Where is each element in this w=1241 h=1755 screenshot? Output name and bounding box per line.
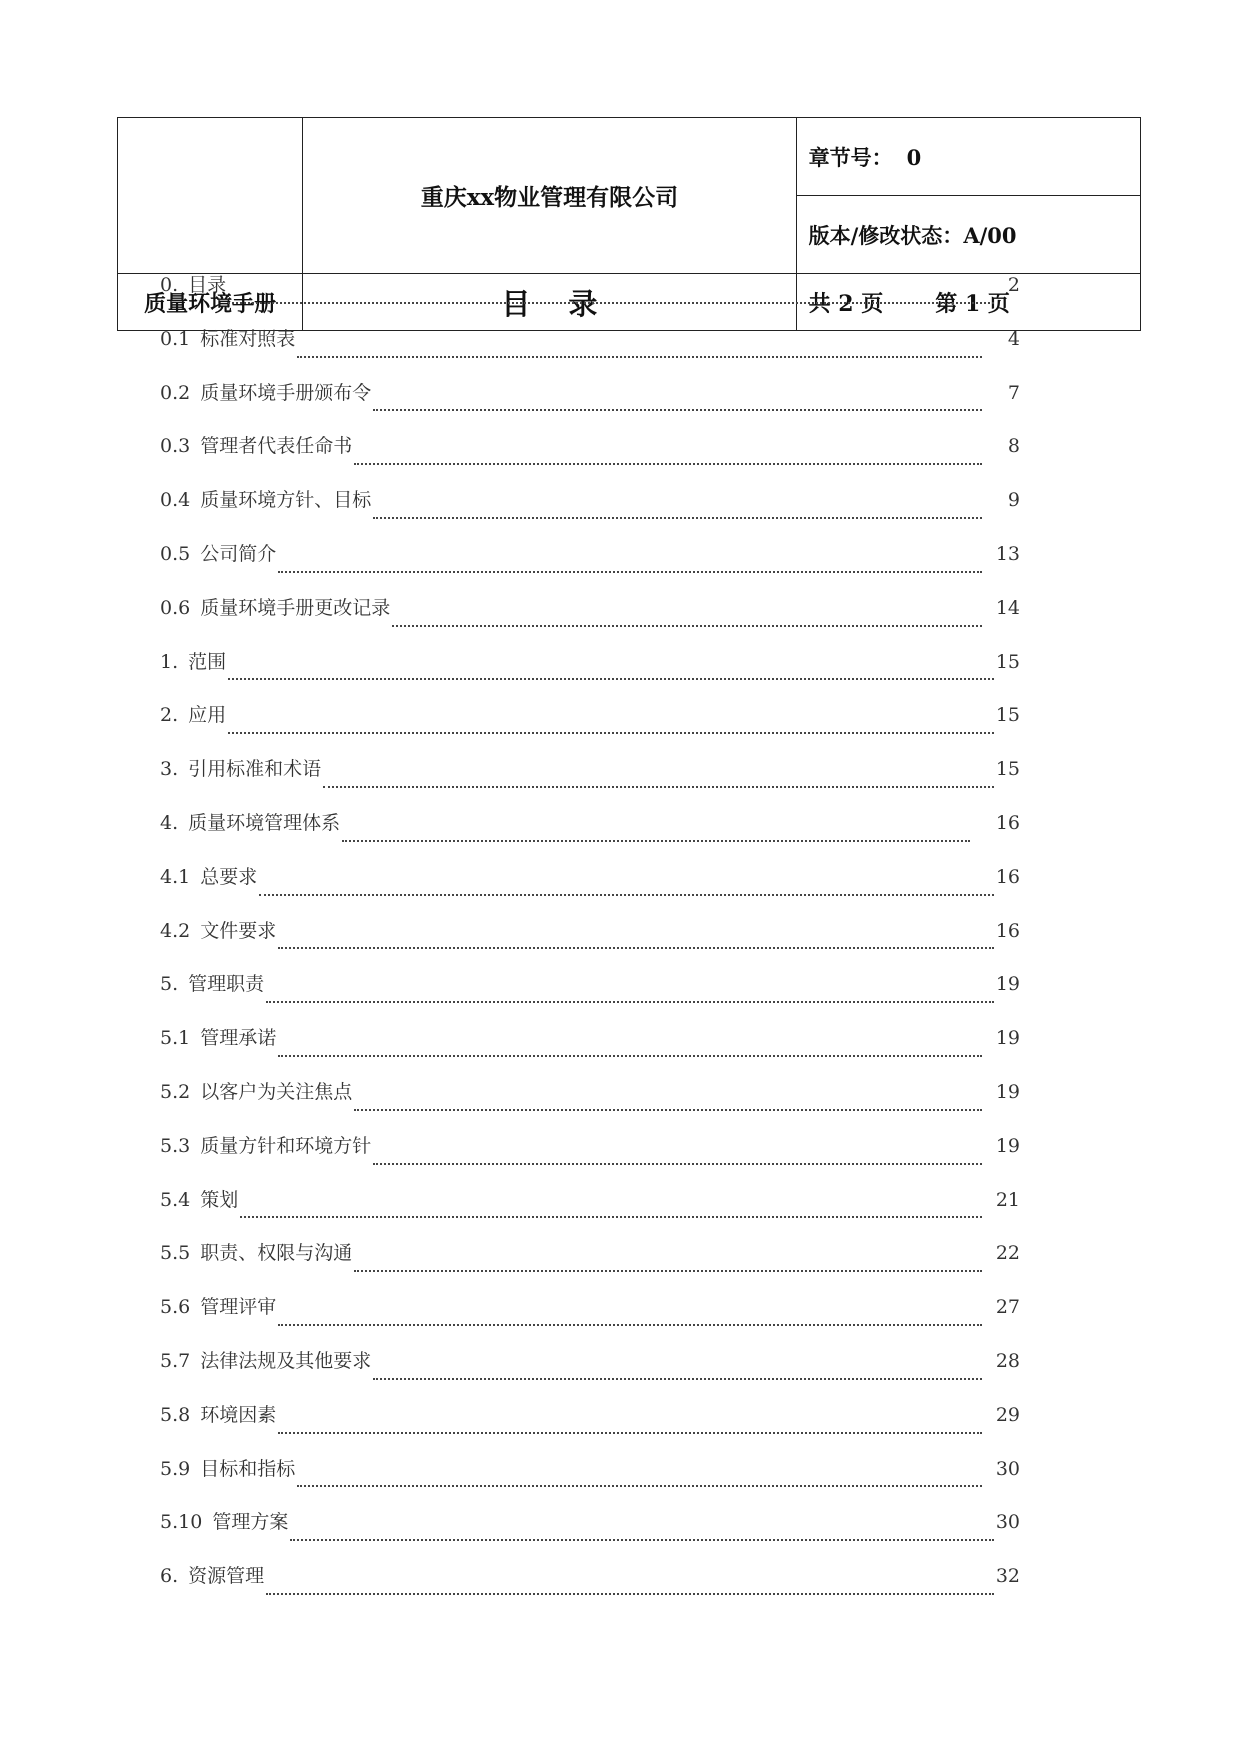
toc-entry-title: 职责、权限与沟通 (200, 1242, 353, 1265)
toc-leader-dots (297, 356, 982, 358)
toc-entry-page: 13 (995, 542, 1020, 565)
toc-entry-title: 管理承诺 (200, 1027, 277, 1050)
toc-leader-dots (342, 840, 970, 842)
toc-leader-dots (228, 302, 994, 304)
toc-entry-page: 15 (995, 758, 1020, 781)
toc-entry-title: 引用标准和术语 (188, 758, 322, 781)
toc-entry-page: 27 (995, 1296, 1020, 1319)
toc-heading-left: 目 (501, 286, 531, 321)
toc-entry-number: 0.6 (160, 596, 191, 619)
toc-entry-title: 文件要求 (200, 919, 277, 942)
toc-entry[interactable] (160, 1346, 1020, 1400)
total-pages: 共 2 页 (808, 290, 884, 317)
toc-entry-page: 21 (995, 1188, 1020, 1211)
toc-entry-page: 14 (995, 596, 1020, 619)
toc-entry-page: 7 (1007, 381, 1020, 404)
toc-leader-dots (228, 732, 994, 734)
toc-entry-number: 6. (160, 1565, 179, 1588)
toc-entry-number: 4.2 (160, 919, 191, 942)
toc-entry-page: 16 (995, 811, 1020, 834)
toc-entry[interactable] (160, 1131, 1020, 1185)
toc-entry[interactable] (160, 431, 1020, 485)
toc-entry-page: 16 (995, 865, 1020, 888)
toc-entry-number: 4. (160, 811, 179, 834)
toc-entry[interactable] (160, 1077, 1020, 1131)
toc-leader-dots (354, 463, 982, 465)
version-status (796, 196, 1140, 274)
toc-entry-number: 5.3 (160, 1134, 191, 1157)
toc-leader-dots (278, 1055, 982, 1057)
toc-entry-title: 质量方针和环境方针 (200, 1134, 372, 1157)
toc-entry-page: 19 (995, 973, 1020, 996)
chapter-value: 0 (906, 144, 922, 170)
toc-entry-number: 5.10 (160, 1511, 203, 1534)
toc-leader-dots (373, 409, 982, 411)
toc-entry-title: 资源管理 (188, 1565, 265, 1588)
toc-entry-page: 4 (1007, 327, 1020, 350)
toc-entry-number: 5.8 (160, 1403, 191, 1426)
toc-entry-page: 15 (995, 704, 1020, 727)
toc-entry-title: 管理职责 (188, 973, 265, 996)
toc-entry-page: 28 (995, 1349, 1020, 1372)
toc-entry-number: 0.1 (160, 327, 191, 350)
toc-entry-number: 0.2 (160, 381, 191, 404)
toc-entry-number: 0.3 (160, 435, 191, 458)
toc-entry-number: 5.7 (160, 1349, 191, 1372)
toc-entry-title: 质量环境管理体系 (188, 811, 341, 834)
toc-leader-dots (373, 1378, 982, 1380)
toc-entry-number: 1. (160, 650, 179, 673)
toc-heading-right: 录 (568, 286, 598, 321)
toc-entry-number: 0.4 (160, 489, 191, 512)
toc-leader-dots (392, 625, 982, 627)
toc-leader-dots (373, 517, 982, 519)
toc-entry[interactable] (160, 808, 1020, 862)
toc-entry-title: 管理评审 (200, 1296, 277, 1319)
manual-title: 质量环境手册 (118, 274, 303, 331)
toc-entry-title: 管理方案 (212, 1511, 289, 1534)
toc-entry-title: 目标和指标 (200, 1457, 296, 1480)
toc-entry-number: 5. (160, 973, 179, 996)
toc-entry-page: 16 (995, 919, 1020, 942)
toc-entry-page: 32 (995, 1565, 1020, 1588)
chapter-label: 章节号： (808, 144, 893, 170)
toc-entry[interactable] (160, 593, 1020, 647)
toc-entry-number: 5.1 (160, 1027, 191, 1050)
toc-entry-page: 30 (995, 1511, 1020, 1534)
toc-entry[interactable] (160, 862, 1020, 916)
toc-leader-dots (323, 786, 994, 788)
toc-entry-title: 质量环境手册更改记录 (200, 596, 391, 619)
toc-entry-page: 2 (1007, 274, 1020, 296)
toc-entry-page: 9 (1007, 489, 1020, 512)
toc-entry-number: 5.5 (160, 1242, 191, 1265)
toc-entry[interactable] (160, 1292, 1020, 1346)
toc-entry-title: 法律法规及其他要求 (200, 1349, 372, 1372)
toc-entry-page: 30 (995, 1457, 1020, 1480)
toc-entry-number: 0.5 (160, 542, 191, 565)
toc-entry[interactable] (160, 647, 1020, 701)
toc-entry-page: 19 (995, 1027, 1020, 1050)
toc-entry[interactable] (160, 1185, 1020, 1239)
toc-entry-title: 策划 (200, 1188, 239, 1211)
toc-entry-number: 2. (160, 704, 179, 727)
version-value: A/00 (963, 222, 1017, 248)
toc-entry-page: 22 (995, 1242, 1020, 1265)
toc-leader-dots (373, 1163, 982, 1165)
toc-entry-number: 5.2 (160, 1080, 191, 1103)
toc-entry-page: 19 (995, 1134, 1020, 1157)
toc-entry[interactable] (160, 1507, 1020, 1561)
toc-leader-dots (266, 1001, 994, 1003)
toc-entry[interactable] (160, 378, 1020, 432)
toc-leader-dots (278, 1432, 982, 1434)
toc-entry-number: 5.9 (160, 1457, 191, 1480)
toc-entry[interactable] (160, 270, 1020, 324)
toc-entry-title: 目录 (188, 274, 227, 296)
toc-leader-dots (354, 1270, 982, 1272)
toc-entry-title: 标准对照表 (200, 327, 296, 350)
toc-leader-dots (297, 1485, 982, 1487)
header-blank-cell (118, 118, 303, 274)
toc-entry-title: 以客户为关注焦点 (200, 1080, 353, 1103)
toc-entry[interactable] (160, 1561, 1020, 1615)
toc-entry-title: 应用 (188, 704, 227, 727)
toc-entry-number: 5.6 (160, 1296, 191, 1319)
toc-entry[interactable] (160, 1400, 1020, 1454)
toc-entry-title: 范围 (188, 650, 227, 673)
chapter-number (796, 118, 1140, 196)
version-label: 版本/修改状态： (808, 222, 964, 248)
toc-entry-page: 19 (995, 1080, 1020, 1103)
toc-entry[interactable] (160, 324, 1020, 378)
table-of-contents (160, 270, 1020, 1615)
toc-entry-number: 4.1 (160, 865, 191, 888)
toc-entry[interactable] (160, 969, 1020, 1023)
toc-leader-dots (290, 1539, 993, 1541)
current-page: 第 1 页 (935, 290, 1010, 317)
toc-entry[interactable] (160, 1454, 1020, 1508)
company-name: 重庆xx物业管理有限公司 (303, 118, 796, 274)
toc-leader-dots (278, 1324, 982, 1326)
toc-entry[interactable] (160, 754, 1020, 808)
toc-entry-number: 3. (160, 758, 179, 781)
toc-entry[interactable] (160, 485, 1020, 539)
toc-leader-dots (259, 894, 994, 896)
toc-leader-dots (266, 1593, 994, 1595)
toc-entry[interactable] (160, 1238, 1020, 1292)
toc-leader-dots (228, 678, 994, 680)
toc-entry[interactable] (160, 539, 1020, 593)
toc-entry-page: 29 (995, 1403, 1020, 1426)
toc-entry[interactable] (160, 1023, 1020, 1077)
toc-leader-dots (278, 947, 994, 949)
toc-leader-dots (278, 571, 982, 573)
toc-leader-dots (354, 1109, 982, 1111)
toc-entry-title: 总要求 (200, 865, 258, 888)
toc-entry-page: 8 (1007, 435, 1020, 458)
toc-entry[interactable] (160, 700, 1020, 754)
toc-entry-page: 15 (995, 650, 1020, 673)
toc-entry-title: 公司简介 (200, 542, 277, 565)
toc-leader-dots (240, 1216, 982, 1218)
toc-entry-title: 质量环境方针、目标 (200, 489, 372, 512)
toc-entry[interactable] (160, 916, 1020, 970)
toc-entry-number: 5.4 (160, 1188, 191, 1211)
toc-entry-number: 0. (160, 274, 179, 296)
toc-entry-title: 质量环境手册颁布令 (200, 381, 372, 404)
toc-entry-title: 管理者代表任命书 (200, 435, 353, 458)
toc-entry-title: 环境因素 (200, 1403, 277, 1426)
